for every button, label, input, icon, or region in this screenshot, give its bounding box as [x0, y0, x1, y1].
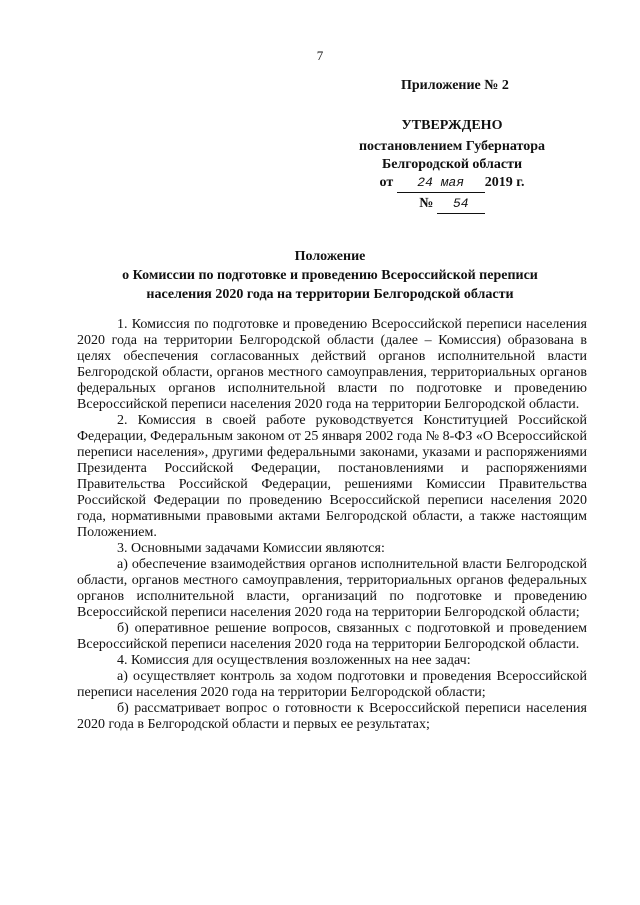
approval-number [337, 195, 567, 214]
date-prefix: от [379, 175, 394, 190]
paragraph-3b: б) оперативное решение вопросов, связанных с подготовкой и проведением Всероссийской переписи населения 2020 года на территории Белгородской области. [77, 621, 587, 652]
date-day-month: 24 мая [397, 174, 485, 193]
approval-line-decree: постановлением Губернатора [358, 139, 546, 154]
paragraph-4a: а) осуществляет контроль за ходом подготовки и проведения Всероссийской переписи населения 2020 года на территории Белгородской области; [77, 669, 587, 700]
approval-date [337, 174, 567, 193]
approval-line-region: Белгородской области [381, 157, 523, 172]
paragraph-3: 3. Основными задачами Комиссии являются: [117, 541, 385, 556]
paragraph-3a: а) обеспечение взаимодействия органов исполнительной власти Белгородской области, органов местного самоуправления, территориальных органов федеральных органов исполнительной власти, организаций по подготовке и проведению Всероссийской переписи населения 2020 года на территории Белгородской области; [77, 557, 587, 620]
date-year: 2019 г. [484, 175, 525, 190]
approval-heading: УТВЕРЖДЕНО [401, 118, 503, 133]
paragraph-4: 4. Комиссия для осуществления возложенных на нее задач: [117, 653, 471, 668]
approval-stamp-block [337, 117, 567, 214]
document-body [77, 317, 587, 733]
paragraph-1: 1. Комиссия по подготовке и проведению Всероссийской переписи населения 2020 года на территории Белгородской области (далее – Комиссия) образована в целях обеспечения согласованных действий органов исполнительной власти Белгородской области, органов местного самоуправления, территориальных органов федеральных органов исполнительной власти по подготовке и проведению Всероссийской переписи населения 2020 года на территории Белгородской области. [77, 317, 587, 412]
title-line-2: о Комиссии по подготовке и проведению Всероссийской переписи [122, 268, 538, 283]
number-prefix: № [419, 196, 434, 211]
title-line-3: населения 2020 года на территории Белгородской области [146, 287, 514, 302]
title-line-1: Положение [294, 249, 366, 264]
page-number: 7 [316, 48, 324, 63]
document-title [60, 247, 600, 304]
appendix-label: Приложение № 2 [401, 78, 509, 93]
number-value: 54 [437, 195, 485, 214]
paragraph-4b: б) рассматривает вопрос о готовности к Всероссийской переписи населения 2020 года в Белгородской области и первых ее результатах; [77, 701, 587, 732]
paragraph-2: 2. Комиссия в своей работе руководствуется Конституцией Российской Федерации, Федеральным законом от 25 января 2002 года № 8-ФЗ «О Всероссийской переписи населения», другими федеральными законами, указами и распоряжениями Президента Российской Федерации, постановлениями и распоряжениями Правительства Российской Федерации, решениями Комиссии Правительства Российской Федерации по проведению Всероссийской переписи населения 2020 года, нормативными правовыми актами Белгородской области, а также настоящим Положением. [77, 413, 587, 540]
